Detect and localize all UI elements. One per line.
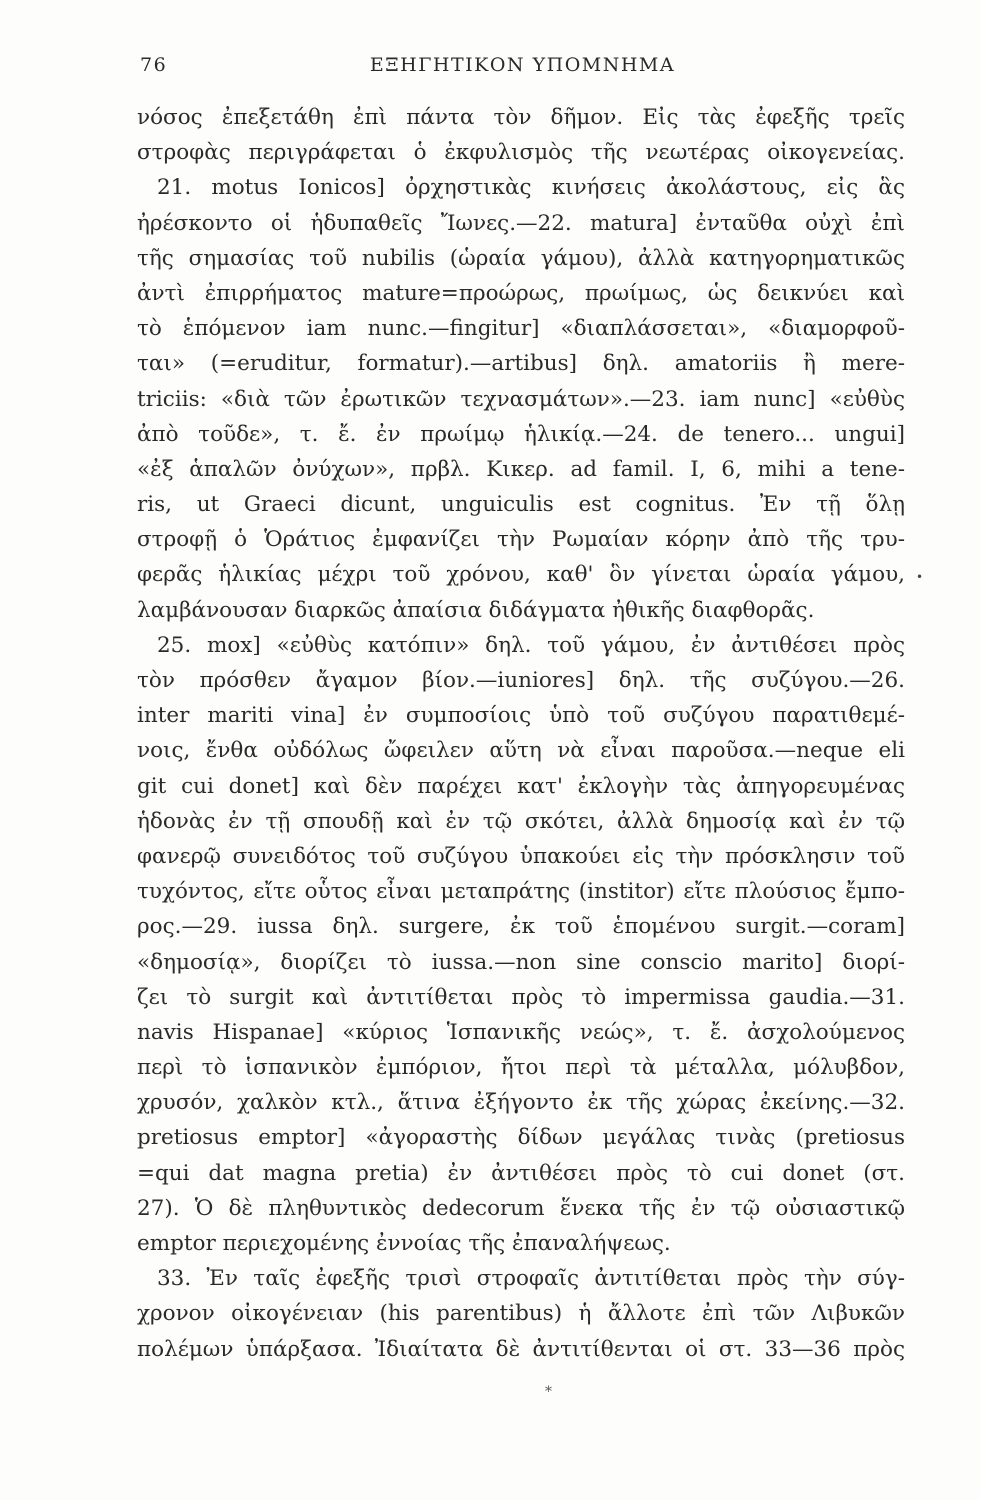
text-line: ται» (=eruditur, formatur).—artibus] δηλ. amatoriis ἢ mere- bbox=[137, 351, 905, 377]
text-line: ἀπὸ τοῦδε», τ. ἔ. ἐν πρωίμῳ ἡλικίᾳ.—24. de tenero... ungui] bbox=[137, 421, 905, 447]
text-line: triciis: «διὰ τῶν ἐρωτικῶν τεχνασμάτων».—23. iam nunc] «εὐθὺς bbox=[137, 386, 905, 412]
text-line: χρονον οἰκογένειαν (his parentibus) ἡ ἄλλοτε ἐπὶ τῶν Λιβυκῶν bbox=[137, 1301, 905, 1327]
text-line: ἀντὶ ἐπιρρήματος mature=προώρως, πρωίμως, ὡς δεικνύει καὶ bbox=[137, 280, 905, 306]
text-line: νόσος ἐπεξετάθη ἐπὶ πάντα τὸν δῆμον. Εἰς τὰς ἐφεξῆς τρεῖς bbox=[137, 105, 905, 130]
text-line: ρος.—29. iussa δηλ. surgere, ἐκ τοῦ ἑπομένου surgit.—coram] bbox=[137, 914, 905, 940]
running-title: ΕΞΗΓΗΤΙΚΟΝ ΥΠΟΜΝΗΜΑ bbox=[369, 54, 676, 76]
commentary-text bbox=[137, 100, 905, 1367]
page-header bbox=[140, 54, 905, 84]
text-line: στροφὰς περιγράφεται ὁ ἐκφυλισμὸς τῆς νεωτέρας οἰκογενείας. bbox=[137, 140, 905, 166]
text-line: 33. Ἐν ταῖς ἐφεξῆς τρισὶ στροφαῖς ἀντιτίθεται πρὸς τὴν σύγ- bbox=[157, 1266, 905, 1292]
text-line: pretiosus emptor] «ἀγοραστὴς δίδων μεγάλας τινὰς (pretiosus bbox=[137, 1125, 905, 1151]
text-line: 27). Ὁ δὲ πληθυντικὸς dedecorum ἕνεκα τῆς ἐν τῷ οὐσιαστικῷ bbox=[137, 1195, 905, 1221]
text-line: 21. motus Ionicos] ὀρχηστικὰς κινήσεις ἀκολάστους, εἰς ἃς bbox=[157, 175, 905, 201]
text-line: ζει τὸ surgit καὶ ἀντιτίθεται πρὸς τὸ impermissa gaudia.—31. bbox=[137, 984, 905, 1010]
text-line: emptor περιεχομένης ἐννοίας τῆς ἐπαναλήψεως. bbox=[137, 1231, 671, 1256]
text-line: τυχόντος, εἴτε οὗτος εἶναι μεταπράτης (institor) εἴτε πλούσιος ἔμπο- bbox=[137, 879, 905, 905]
text-line: φερᾶς ἡλικίας μέχρι τοῦ χρόνου, καθ' ὃν γίνεται ὡραία γάμου, bbox=[137, 562, 905, 588]
text-line: ris, ut Graeci dicunt, unguiculis est cognitus. Ἐν τῇ ὅλῃ bbox=[137, 492, 905, 518]
text-line: φανερῷ συνειδότος τοῦ συζύγου ὑπακούει εἰς τὴν πρόσκλησιν τοῦ bbox=[137, 843, 905, 869]
text-line: τὸν πρόσθεν ἄγαμον βίον.—iuniores] δηλ. τῆς συζύγου.—26. bbox=[137, 668, 905, 693]
text-line: τὸ ἑπόμενον iam nunc.—fingitur] «διαπλάσσεται», «διαμορφοῦ- bbox=[137, 316, 905, 342]
text-line: πολέμων ὑπάρξασα. Ἰδιαίτατα δὲ ἀντιτίθενται οἱ στ. 33—36 πρὸς bbox=[137, 1336, 905, 1362]
text-line: ἠρέσκοντο οἱ ἡδυπαθεῖς Ἴωνες.—22. matura] ἐνταῦθα οὐχὶ ἐπὶ bbox=[137, 210, 905, 236]
margin-mark: • bbox=[916, 570, 924, 584]
text-line: «ἐξ ἁπαλῶν ὀνύχων», πρβλ. Κικερ. ad famil. I, 6, mihi a tene- bbox=[137, 456, 905, 482]
text-line: =qui dat magna pretia) ἐν ἀντιθέσει πρὸς τὸ cui donet (στ. bbox=[137, 1160, 905, 1186]
text-line: inter mariti vina] ἐν συμποσίοις ὑπὸ τοῦ συζύγου παρατιθεμέ- bbox=[137, 703, 905, 729]
text-line: νοις, ἔνθα οὐδόλως ὤφειλεν αὕτη νὰ εἶναι παροῦσα.—neque eli bbox=[137, 738, 905, 764]
text-line: «δημοσίᾳ», διορίζει τὸ iussa.—non sine conscio marito] διορί- bbox=[137, 949, 905, 975]
text-line: χρυσόν, χαλκὸν κτλ., ἅτινα ἐξήγοντο ἐκ τῆς χώρας ἐκείνης.—32. bbox=[137, 1090, 905, 1116]
text-line: τῆς σημασίας τοῦ nubilis (ὡραία γάμου), ἀλλὰ κατηγορηματικῶς bbox=[137, 245, 905, 271]
text-line: 25. mox] «εὐθὺς κατόπιν» δηλ. τοῦ γάμου, ἐν ἀντιθέσει πρὸς bbox=[157, 632, 905, 658]
text-line: navis Hispanae] «κύριος Ἱσπανικῆς νεώς», τ. ἔ. ἀσχολούμενος bbox=[137, 1019, 905, 1045]
text-line: ἡδονὰς ἐν τῇ σπουδῇ καὶ ἐν τῷ σκότει, ἀλλὰ δημοσίᾳ καὶ ἐν τῷ bbox=[137, 808, 905, 834]
page-number: 76 bbox=[140, 54, 168, 76]
text-line: περὶ τὸ ἱσπανικὸν ἐμπόριον, ἤτοι περὶ τὰ μέταλλα, μόλυβδον, bbox=[137, 1055, 905, 1081]
text-line: στροφῇ ὁ Ὁράτιος ἐμφανίζει τὴν Ρωμαίαν κόρην ἀπὸ τῆς τρυ- bbox=[137, 527, 905, 553]
text-line: λαμβάνουσαν διαρκῶς ἀπαίσια διδάγματα ἠθικῆς διαφθορᾶς. bbox=[137, 597, 815, 623]
footer-mark: * bbox=[545, 1384, 552, 1400]
text-line: git cui donet] καὶ δὲν παρέχει κατ' ἐκλογὴν τὰς ἀπηγορευμένας bbox=[137, 773, 905, 799]
